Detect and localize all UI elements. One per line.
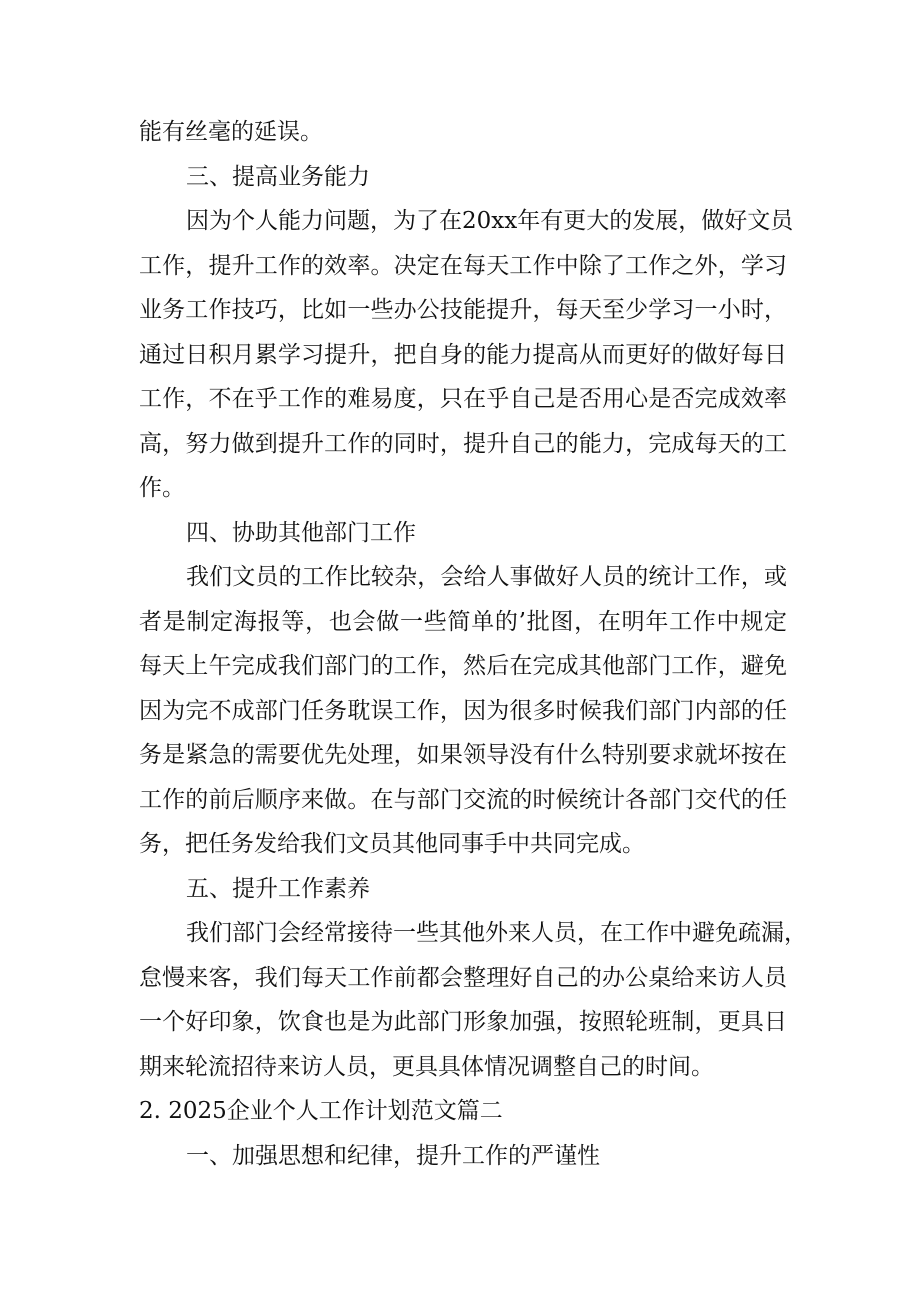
paragraph-line: 能有丝毫的延误。	[139, 119, 323, 145]
paragraph-line: 务，把任务发给我们文员其他同事手中共同完成。	[139, 831, 645, 857]
paragraph-line: 因为完不成部门任务耽误工作，因为很多时候我们部门内部的任	[139, 697, 787, 724]
paragraph-line: 作。	[139, 475, 185, 501]
section-heading-4: 四、协助其他部门工作	[186, 519, 416, 546]
section-heading-1: 一、加强思想和纪律，提升工作的严谨性	[186, 1142, 600, 1169]
paragraph-line: 通过日积月累学习提升，把自身的能力提高从而更好的做好每日	[139, 341, 787, 368]
paragraph-line: 我们部门会经常接待一些其他外来人员，在工作中避免疏漏，	[186, 920, 807, 946]
section-heading-3: 三、提高业务能力	[186, 163, 370, 190]
paragraph-line: 业务工作技巧，比如一些办公技能提升，每天至少学习一小时，	[139, 297, 787, 323]
paragraph-line: 怠慢来客，我们每天工作前都会整理好自己的办公桌给来访人员	[139, 964, 787, 991]
article-title: 2. 2025企业个人工作计划范文篇二	[139, 1098, 503, 1124]
paragraph-line: 工作的前后顺序来做。在与部门交流的时候统计各部门交代的任	[139, 786, 787, 813]
paragraph-line: 者是制定海报等，也会做一些简单的’批图，在明年工作中规定	[139, 608, 787, 635]
paragraph-line: 务是紧急的需要优先处理，如果领导没有什么特别要求就坏按在	[139, 742, 787, 768]
document-body	[139, 110, 807, 1178]
paragraph-line: 期来轮流招待来访人员，更具具体情况调整自己的时间。	[139, 1053, 714, 1080]
paragraph-line: 每天上午完成我们部门的工作，然后在完成其他部门工作，避免	[139, 653, 787, 679]
paragraph-line: 一个好印象，饮食也是为此部门形象加强，按照轮班制，更具日	[139, 1009, 787, 1035]
paragraph-line: 工作，提升工作的效率。决定在每天工作中除了工作之外，学习	[139, 252, 787, 279]
section-heading-5: 五、提升工作素养	[186, 875, 370, 902]
paragraph-line: 因为个人能力问题，为了在20xx年有更大的发展，做好文员	[186, 208, 794, 234]
paragraph-line: 我们文员的工作比较杂，会给人事做好人员的统计工作，或	[186, 564, 787, 590]
paragraph-line: 工作，不在乎工作的难易度，只在乎自己是否用心是否完成效率	[139, 386, 787, 412]
paragraph-line: 高，努力做到提升工作的同时，提升自己的能力，完成每天的工	[139, 430, 787, 457]
